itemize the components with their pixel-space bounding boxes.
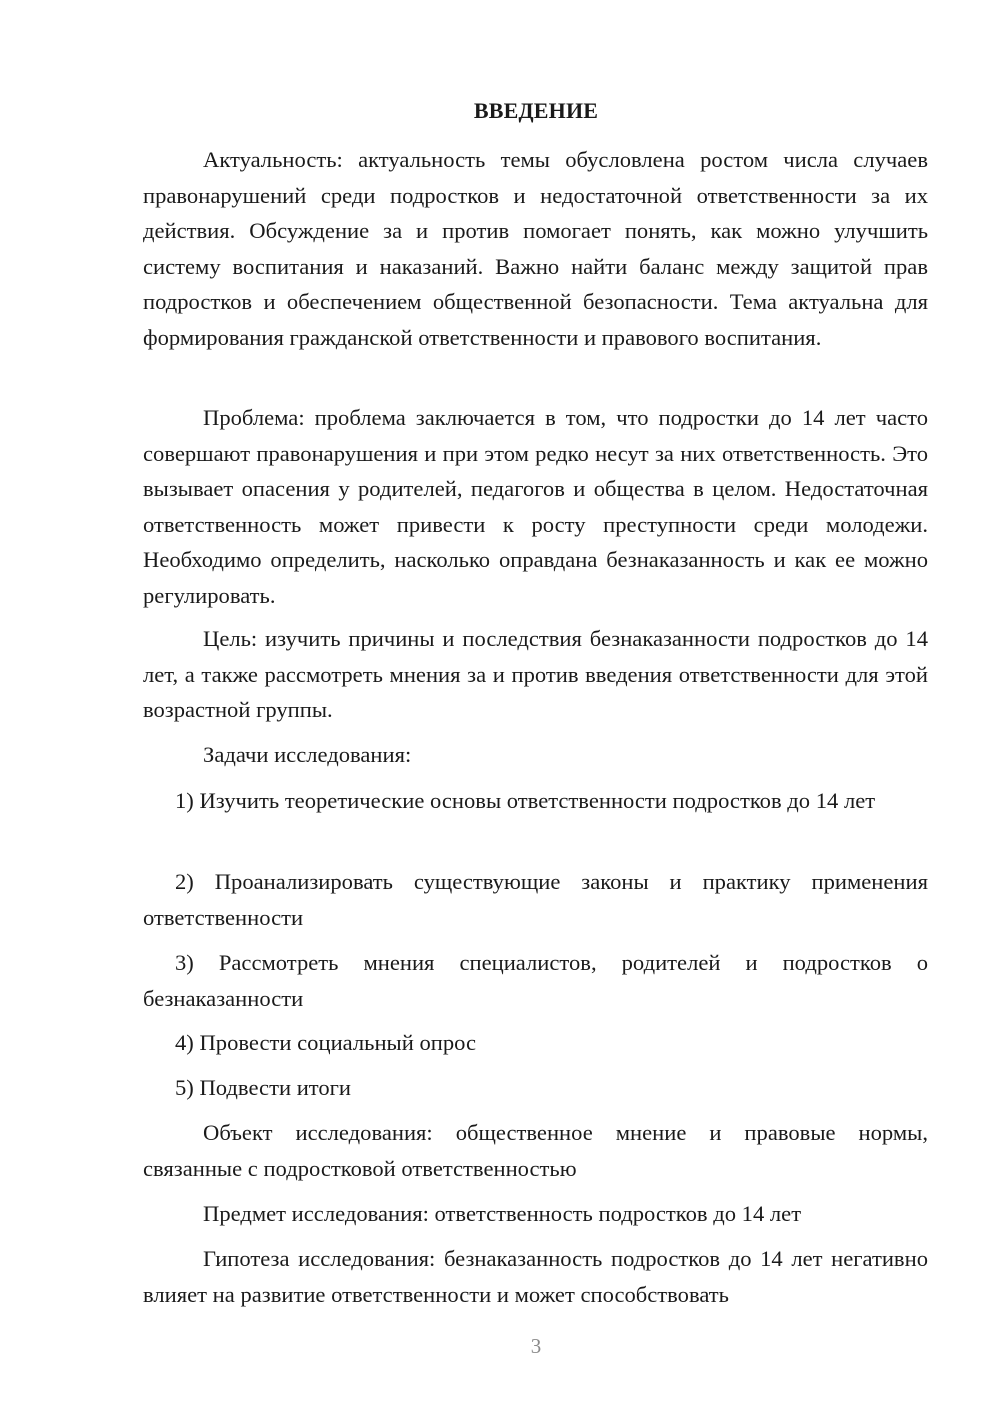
paragraph-goal: Цель: изучить причины и последствия безнаказанности подростков до 14 лет, а также рассмотреть мнения за и против введения ответственности для этой возрастной группы.: [143, 626, 928, 722]
section-heading: ВВЕДЕНИЕ: [473, 98, 599, 123]
paragraph-hypothesis: Гипотеза исследования: безнаказанность подростков до 14 лет негативно влияет на развитие ответственности и может способствовать: [143, 1246, 928, 1307]
page-number: 3: [530, 1334, 542, 1358]
paragraph-problem: Проблема: проблема заключается в том, что подростки до 14 лет часто совершают правонарушения и при этом редко несут за них ответственность. Это вызывает опасения у родителей, педагогов и общества в целом. Недостаточная ответственность может привести к росту преступности среди молодежи. Необходимо определить, насколько оправдана безнаказанность и как ее можно регулировать.: [143, 405, 928, 608]
task-item-5: 5) Подвести итоги: [175, 1075, 352, 1100]
paragraph-object: Объект исследования: общественное мнение и правовые нормы, связанные с подростковой ответственностью: [143, 1120, 928, 1181]
paragraph-relevance: Актуальность: актуальность темы обусловлена ростом числа случаев правонарушений среди подростков и недостаточной ответственности за их действия. Обсуждение за и против помогает понять, как можно улучшить систему воспитания и наказаний. Важно найти баланс между защитой прав подростков и обеспечением общественной безопасности. Тема актуальна для формирования гражданской ответственности и правового воспитания.: [143, 147, 928, 350]
task-item-4: 4) Провести социальный опрос: [175, 1030, 477, 1055]
task-item-2: 2) Проанализировать существующие законы и практику применения ответственности: [143, 869, 928, 930]
tasks-title: Задачи исследования:: [203, 742, 412, 767]
task-item-3: 3) Рассмотреть мнения специалистов, родителей и подростков о безнаказанности: [143, 950, 928, 1011]
task-item-1: 1) Изучить теоретические основы ответственности подростков до 14 лет: [175, 788, 876, 813]
paragraph-subject: Предмет исследования: ответственность подростков до 14 лет: [203, 1201, 802, 1226]
